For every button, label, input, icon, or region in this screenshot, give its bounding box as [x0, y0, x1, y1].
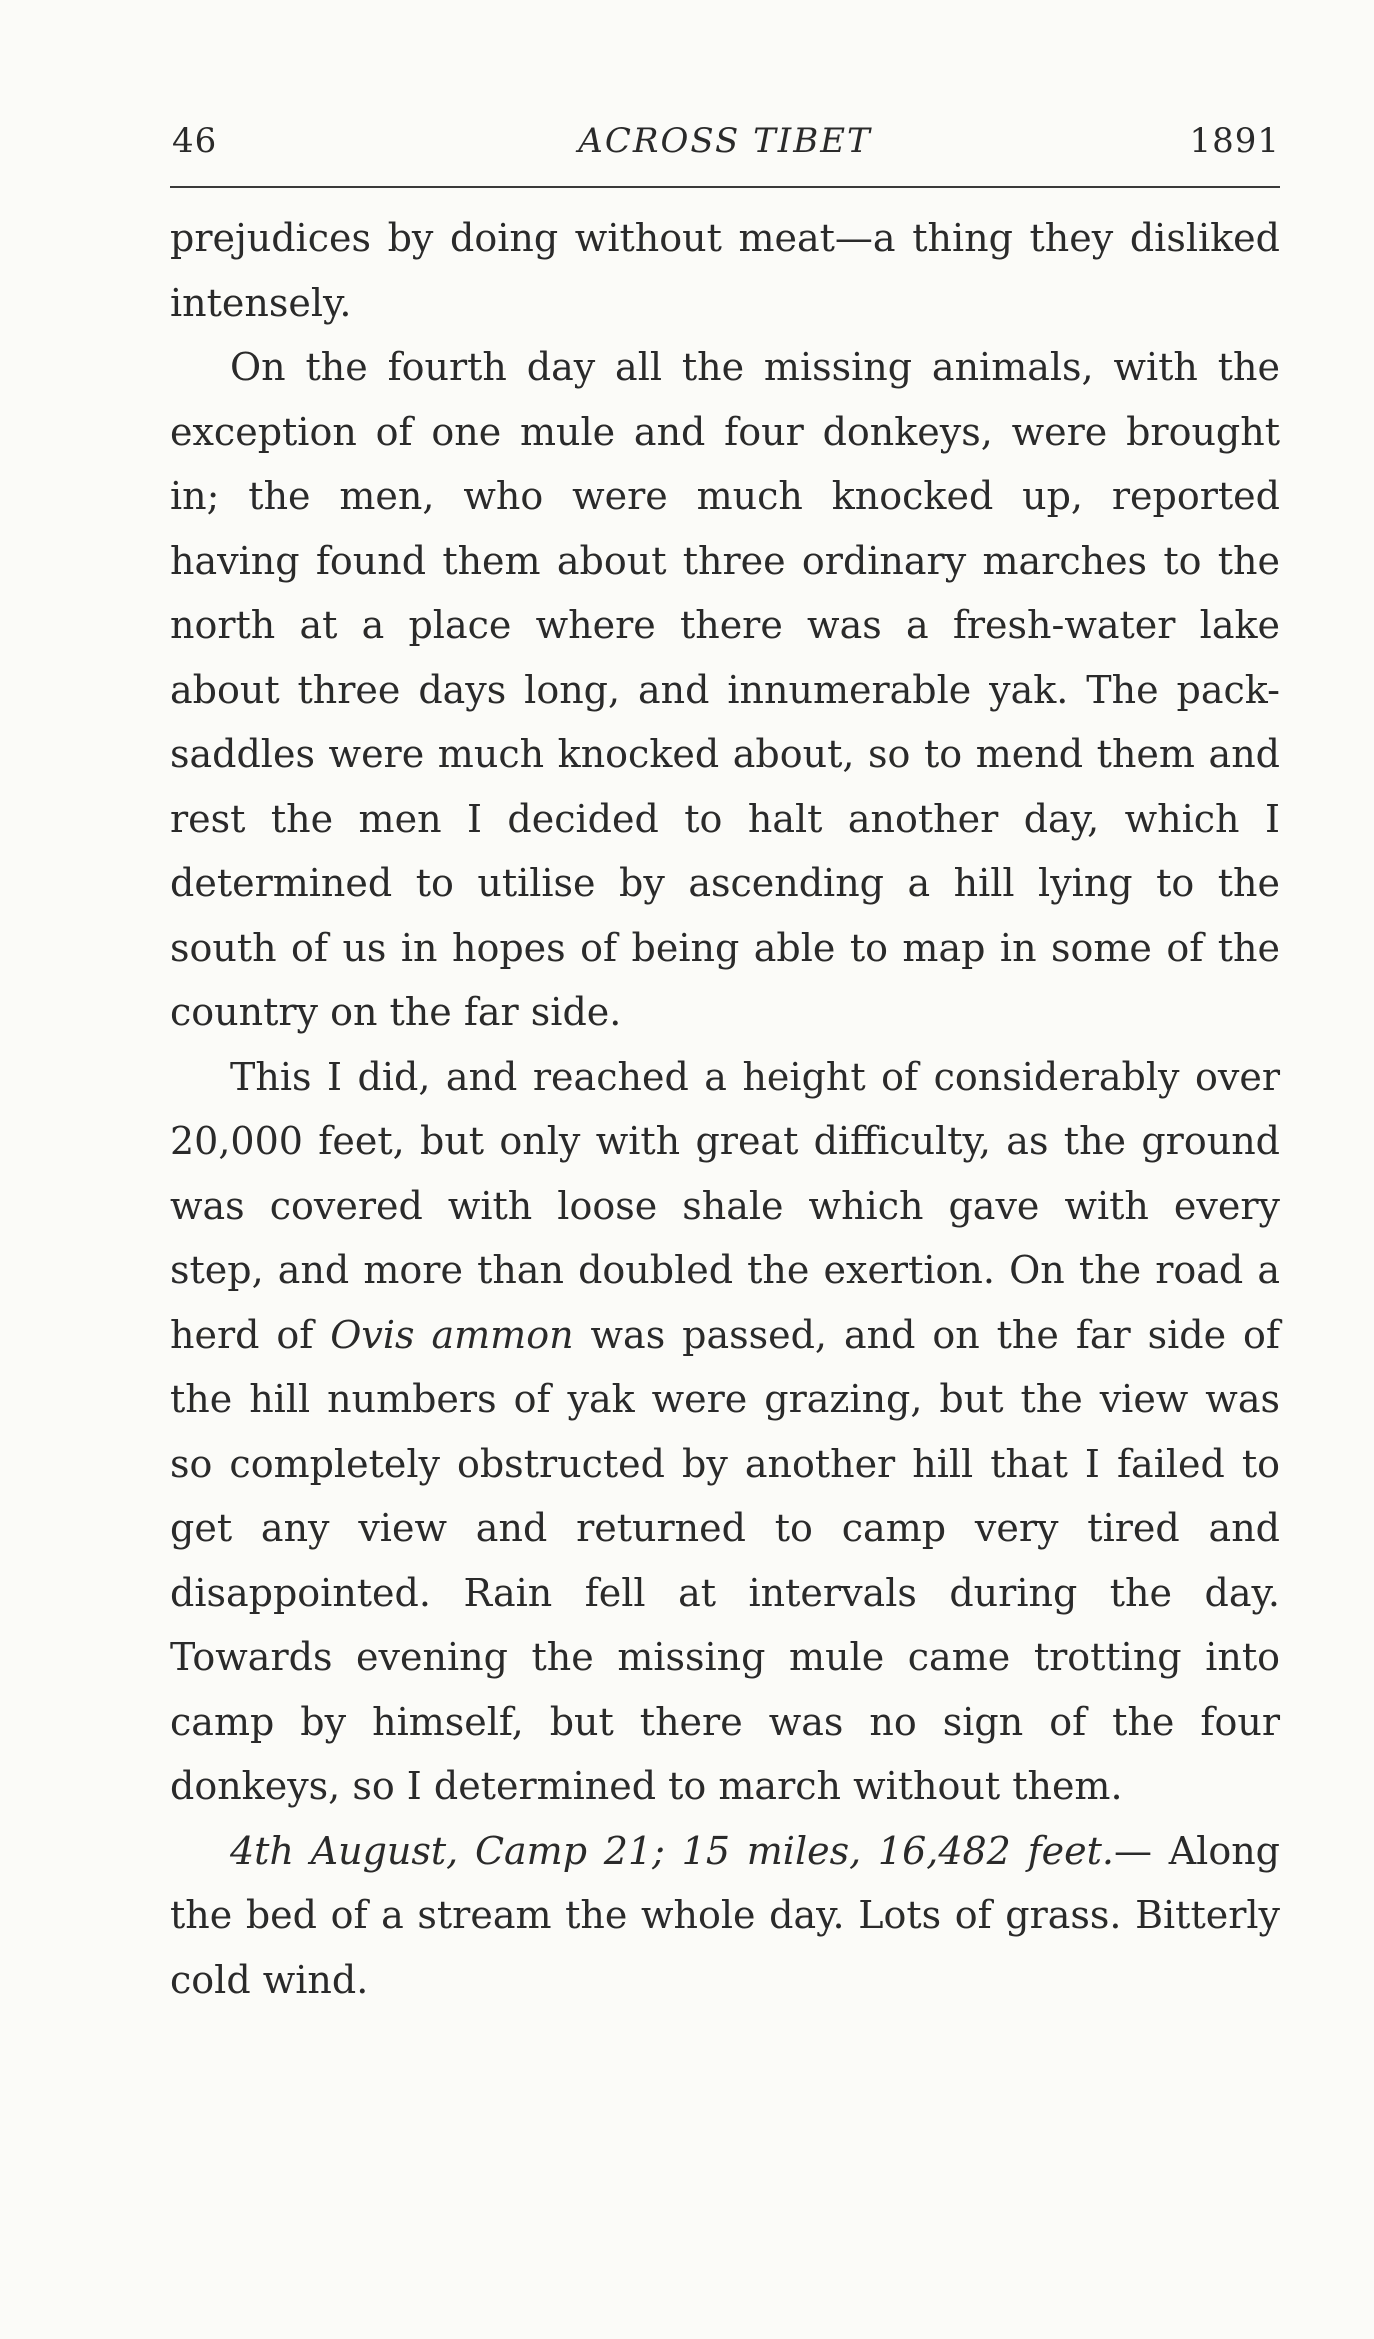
page-number: 46 — [172, 121, 218, 161]
paragraph-continuation: prejudices by doing without meat—a thing they disliked intensely. — [170, 216, 1280, 325]
paragraph-diary-entry — [170, 1819, 1280, 2013]
running-title: ACROSS TIBET — [578, 121, 872, 161]
diary-entry-text: — Along the bed of a stream the whole day. Lots of grass. Bitterly cold wind. — [170, 1828, 1280, 2002]
header-rule — [170, 186, 1280, 188]
paragraph-hill-ascent — [170, 1045, 1280, 1819]
diary-entry-heading: 4th August, Camp 21; 15 miles, 16,482 feet. — [230, 1828, 1114, 1873]
running-head — [170, 118, 1280, 164]
header-year: 1891 — [1189, 121, 1280, 161]
species-name: Ovis ammon — [330, 1312, 574, 1357]
paragraph-fourth-day: On the fourth day all the missing animals, with the exception of one mule and four donkeys, were brought in; the men, who were much knocked up, reported having found them about three ordinary marches to the north at a place where there was a fresh-water lake about three days long, and innumerable yak. The pack-saddles were much knocked about, so to mend them and rest the men I decided to halt another day, which I determined to utilise by ascending a hill lying to the south of us in hopes of being able to map in some of the country on the far side. — [170, 345, 1280, 1034]
paragraph-hill-ascent-text-2: was passed, and on the far side of the hill numbers of yak were grazing, but the view was so completely obstructed by another hill that I failed to get any view and returned to camp very tired and disappointed. Rain fell at intervals during the day. Towards evening the missing mule came trotting into camp by himself, but there was no sign of the four donkeys, so I determined to march without them. — [170, 1312, 1280, 1808]
body-text — [170, 206, 1280, 2012]
paragraph-hill-ascent-text-1: This I did, and reached a height of considerably over 20,000 feet, but only with great difficulty, as the ground was covered with loose shale which gave with every step, and more than doubled the exertion. On the road a herd of — [170, 1054, 1280, 1357]
